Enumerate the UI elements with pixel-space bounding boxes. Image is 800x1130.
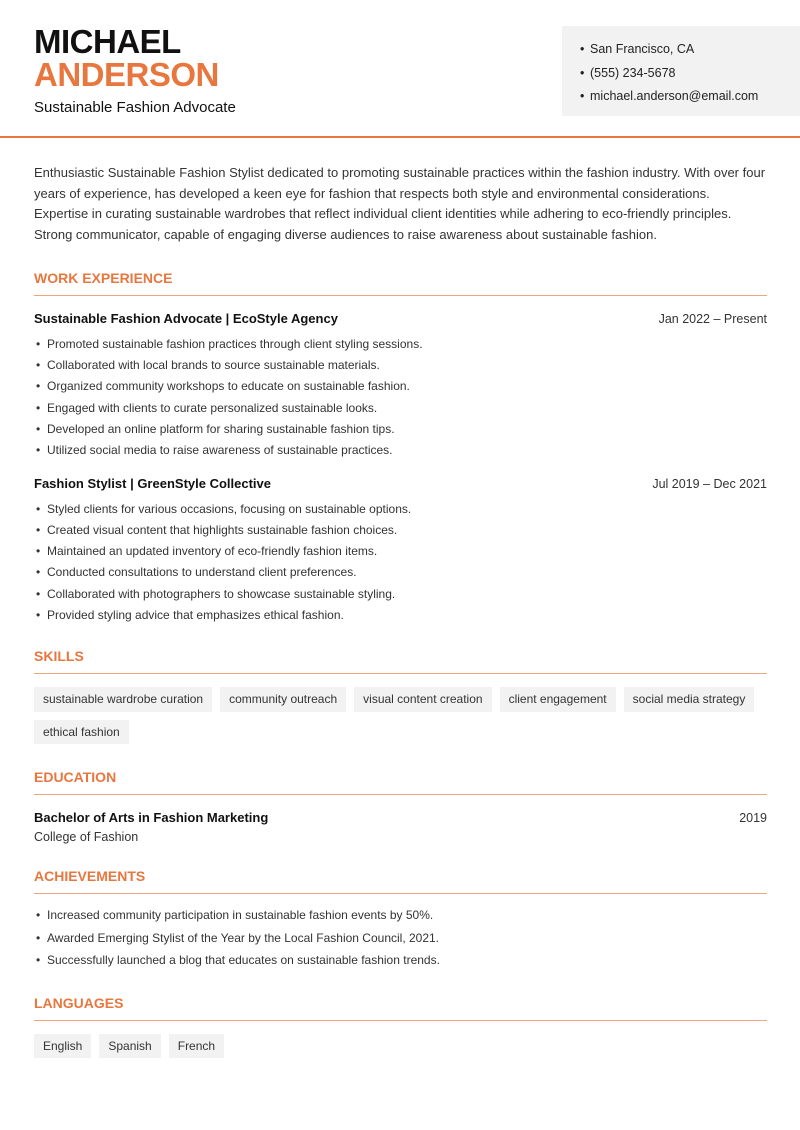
job-dates: Jan 2022 – Present (658, 311, 767, 326)
education-degree: Bachelor of Arts in Fashion Marketing (34, 810, 269, 826)
skill-tag: ethical fashion (34, 720, 129, 745)
resume-body (34, 163, 767, 1058)
job-dates: Jul 2019 – Dec 2021 (652, 476, 767, 491)
education-year: 2019 (739, 811, 767, 826)
summary: Enthusiastic Sustainable Fashion Stylist dedicated to promoting sustainable practices within the fashion industry. With over four years of experience, has developed a keen eye for fashion that respects both style and environmental considerations. Expertise in curating sustainable wardrobes that reflect individual client identities while adhering to eco-friendly principles. Strong communicator, capable of engaging diverse audiences to raise awareness about sustainable fashion. (34, 165, 766, 243)
language-tag: Spanish (99, 1034, 160, 1059)
job-name: Sustainable Fashion Advocate | EcoStyle Agency (34, 310, 338, 326)
bullet-icon: • (580, 89, 585, 103)
contact-box (562, 26, 800, 116)
section-title-skills: SKILLS (34, 648, 767, 674)
list-item: • Increased community participation in sustainable fashion events by 50%. (34, 904, 767, 927)
section-title-achievements: ACHIEVEMENTS (34, 868, 767, 894)
skill-tag: visual content creation (354, 687, 491, 712)
job-header (34, 475, 767, 493)
list-item: • Developed an online platform for sharing sustainable fashion tips. (34, 419, 767, 440)
language-tags (34, 1034, 767, 1059)
first-name: MICHAEL (34, 23, 181, 60)
skill-tag: sustainable wardrobe curation (34, 687, 212, 712)
skill-tag: community outreach (220, 687, 346, 712)
list-item: • Conducted consultations to understand client preferences. (34, 562, 767, 583)
list-item: • Organized community workshops to educate on sustainable fashion. (34, 376, 767, 397)
job-name: Fashion Stylist | GreenStyle Collective (34, 475, 271, 491)
contact-phone: • (555) 234-5678 (580, 62, 800, 86)
skill-tag: client engagement (500, 687, 616, 712)
list-item: • Awarded Emerging Stylist of the Year by the Local Fashion Council, 2021. (34, 927, 767, 950)
language-tag: English (34, 1034, 91, 1059)
list-item: • Utilized social media to raise awareness of sustainable practices. (34, 440, 767, 461)
list-item: • Provided styling advice that emphasizes ethical fashion. (34, 605, 767, 626)
job-title: Sustainable Fashion Advocate (34, 99, 236, 116)
contact-location: • San Francisco, CA (580, 38, 800, 62)
achievement-list (34, 904, 767, 972)
skills-tags (34, 687, 767, 744)
education-school: College of Fashion (34, 830, 139, 845)
list-item: • Successfully launched a blog that educates on sustainable fashion trends. (34, 949, 767, 972)
list-item: • Styled clients for various occasions, focusing on sustainable options. (34, 499, 767, 520)
section-title-education: EDUCATION (34, 769, 767, 795)
list-item: • Engaged with clients to curate personalized sustainable looks. (34, 398, 767, 419)
last-name: ANDERSON (34, 56, 219, 93)
list-item: • Collaborated with photographers to showcase sustainable styling. (34, 584, 767, 605)
list-item: • Maintained an updated inventory of eco-friendly fashion items. (34, 541, 767, 562)
bullet-icon: • (580, 65, 585, 80)
resume-header (0, 0, 800, 138)
language-tag: French (169, 1034, 224, 1059)
skill-tag: social media strategy (624, 687, 755, 712)
contact-email: • michael.anderson@email.com (580, 85, 800, 109)
job-bullets (34, 334, 767, 462)
job-bullets (34, 499, 767, 627)
section-title-work: WORK EXPERIENCE (34, 270, 767, 296)
list-item: • Created visual content that highlights sustainable fashion choices. (34, 520, 767, 541)
list-item: • Promoted sustainable fashion practices through client styling sessions. (34, 334, 767, 355)
section-title-languages: LANGUAGES (34, 995, 767, 1021)
list-item: • Collaborated with local brands to source sustainable materials. (34, 355, 767, 376)
education-header (34, 809, 767, 827)
job-header (34, 310, 767, 328)
bullet-icon: • (580, 42, 585, 56)
